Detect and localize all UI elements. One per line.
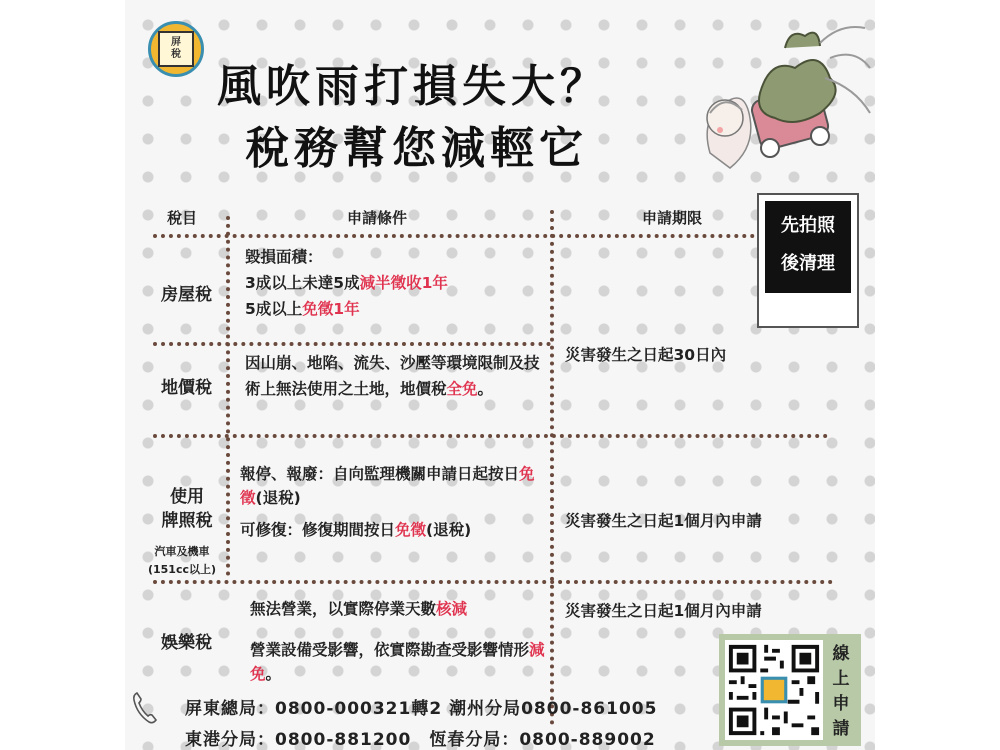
vehicle-suspend-refund: (退稅) xyxy=(255,489,301,507)
polaroid-text-area xyxy=(765,201,851,293)
vehicle-repair-benefit: 免徵 xyxy=(395,521,427,539)
house-full-benefit: 免徵1年 xyxy=(302,300,360,318)
vehicle-note-line-2: (151cc以上) xyxy=(147,563,217,576)
row-divider-3 xyxy=(153,580,833,584)
qr-code-icon[interactable] xyxy=(725,640,823,740)
entertainment-closure-text: 無法營業，以實際停業天數 xyxy=(250,600,437,618)
phone-icon xyxy=(131,690,159,726)
logo-emblem xyxy=(158,31,194,67)
vehicle-suspend-scrap xyxy=(240,462,540,510)
vehicle-label-line-1: 使用 xyxy=(170,487,204,507)
row-divider-header xyxy=(153,234,755,238)
photo-first-polaroid xyxy=(757,193,859,328)
row-label-land-tax: 地價稅 xyxy=(161,378,212,398)
entertainment-tax-cond-1 xyxy=(250,596,550,622)
logo-text-top: 屏 xyxy=(171,37,181,48)
house-half-benefit: 減半徵收1年 xyxy=(359,274,448,292)
storm-damage-illustration xyxy=(670,18,875,183)
row-divider-1 xyxy=(153,342,551,346)
contact-line-2: 東港分局：0800-881200 恆春分局：0800-889002 xyxy=(185,730,656,750)
tax-bureau-logo xyxy=(148,21,204,77)
row-label-house-tax: 房屋稅 xyxy=(161,285,212,305)
logo-text-bottom: 稅 xyxy=(171,49,181,60)
row-label-entertainment-tax: 娛樂稅 xyxy=(161,633,212,653)
entertainment-closure-benefit: 核減 xyxy=(436,600,468,618)
deadline-1-month-entertainment: 災害發生之日起1個月內申請 xyxy=(565,602,762,620)
house-full-exemption xyxy=(245,296,545,322)
online-application-box[interactable] xyxy=(719,634,861,746)
house-full-range: 5成以上 xyxy=(245,300,303,318)
title-line-1: 風吹雨打損失大？ xyxy=(217,61,609,112)
header-tax: 稅目 xyxy=(167,209,198,227)
house-damage-area-label: 毀損面積： xyxy=(245,248,323,266)
entertainment-equipment-text: 營業設備受影響，依實際勘查受影響情形 xyxy=(250,641,530,659)
entertainment-tax-cond-2 xyxy=(250,638,555,686)
land-tax-text: 因山崩、地陷、流失、沙壓等環境限制及技術上無法使用之土地，地價稅 xyxy=(245,354,540,398)
vehicle-label-line-2: 牌照稅 xyxy=(161,511,213,531)
vehicle-note-line-1: 汽車及機車 xyxy=(154,545,210,558)
house-half-reduction xyxy=(245,270,545,296)
header-deadline: 申請期限 xyxy=(642,209,703,227)
polaroid-line-1: 先拍照 xyxy=(781,215,835,236)
land-tax-conditions xyxy=(245,350,543,402)
vehicle-suspend-text: 報停、報廢：自向監理機關申請日起按日 xyxy=(240,465,520,483)
vehicle-tax-note xyxy=(139,543,225,579)
land-tax-period: 。 xyxy=(477,380,494,398)
header-condition: 申請條件 xyxy=(347,209,408,227)
vehicle-repair-refund: (退稅) xyxy=(426,521,472,539)
contact-line-1: 屏東總局：0800-000321轉2 潮州分局0800-861005 xyxy=(185,699,658,719)
vehicle-tax-conditions xyxy=(240,462,540,542)
house-half-range: 3成以上未達5成 xyxy=(245,274,360,292)
vehicle-repairable xyxy=(240,518,540,542)
tax-relief-poster xyxy=(125,0,875,750)
house-tax-conditions xyxy=(245,244,545,322)
row-label-vehicle-tax xyxy=(147,485,227,533)
land-tax-benefit: 全免 xyxy=(446,380,478,398)
entertainment-equipment-benefit: 減免 xyxy=(250,641,545,683)
row-divider-2 xyxy=(153,434,828,438)
deadline-30-days: 災害發生之日起30日內 xyxy=(565,346,727,364)
vehicle-repair-text: 可修復：修復期間按日 xyxy=(240,521,396,539)
entertainment-equipment-period: 。 xyxy=(265,665,282,683)
online-application-label: 線上申請 xyxy=(832,644,850,739)
polaroid-line-2: 後清理 xyxy=(781,253,835,274)
title-line-2: 稅務幫您減輕它 xyxy=(245,123,588,174)
vehicle-suspend-benefit: 免徵 xyxy=(240,465,535,507)
deadline-1-month-vehicle: 災害發生之日起1個月內申請 xyxy=(565,512,762,530)
